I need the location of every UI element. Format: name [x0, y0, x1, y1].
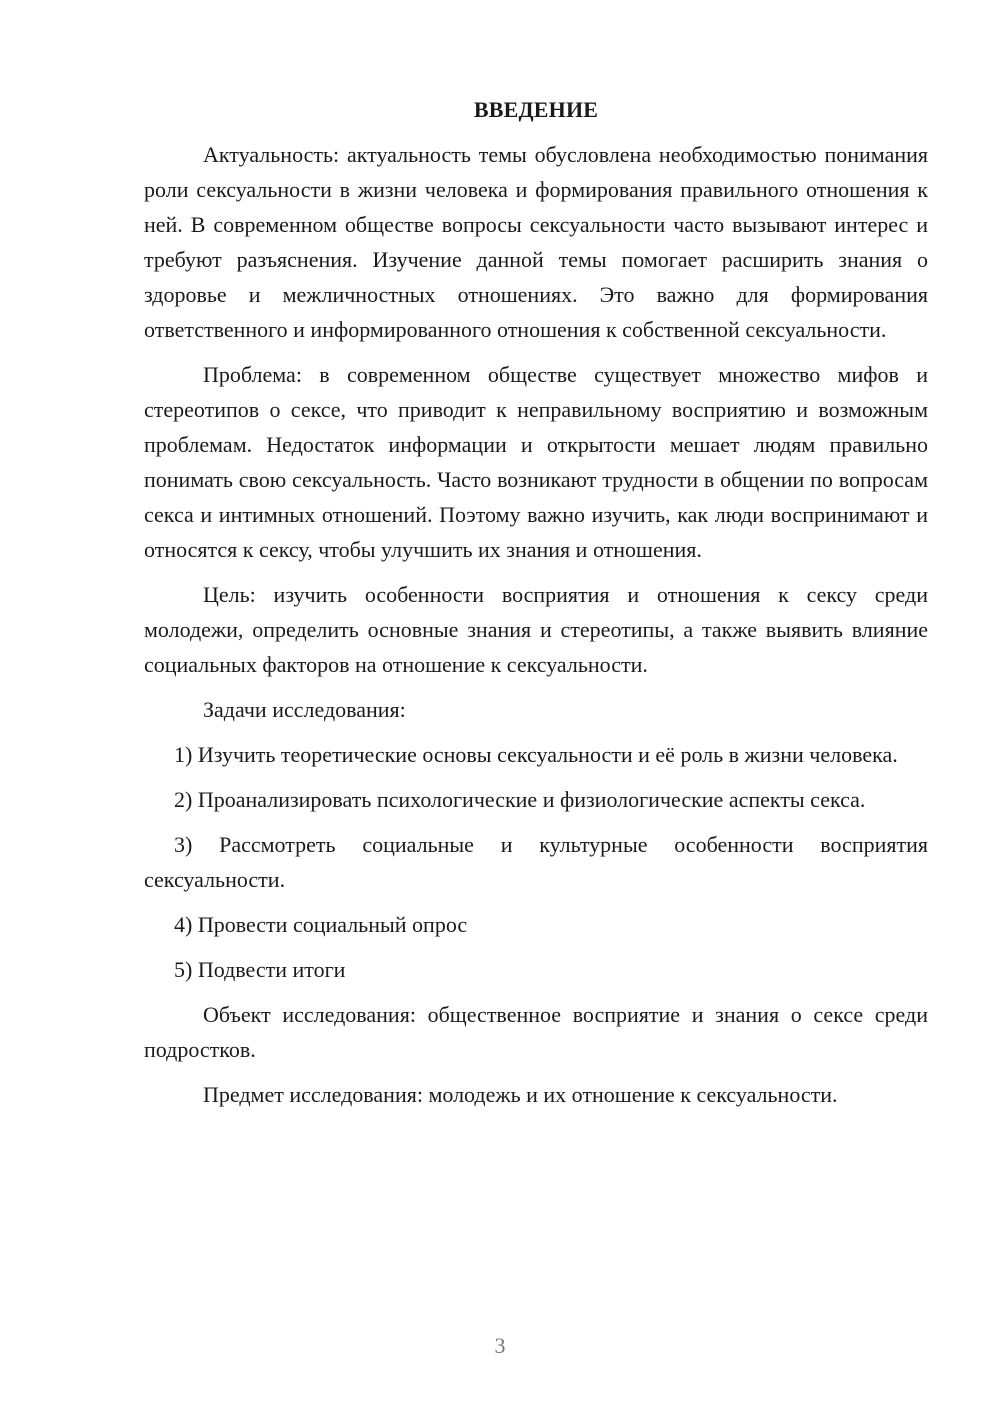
page-title: ВВЕДЕНИЕ [473, 97, 599, 122]
task-item-2: 2) Проанализировать психологические и физиологические аспекты секса. [174, 787, 866, 812]
page-content [144, 92, 928, 1112]
task-item-1: 1) Изучить теоретические основы сексуальности и её роль в жизни человека. [174, 742, 898, 767]
tasks-heading: Задачи исследования: [203, 697, 406, 722]
task-item-5: 5) Подвести итоги [174, 957, 346, 982]
task-item-3: 3) Рассмотреть социальные и культурные особенности восприятия сексуальности. [144, 832, 928, 892]
relevance-paragraph: Актуальность: актуальность темы обусловлена необходимостью понимания роли сексуальности в жизни человека и формирования правильного отношения к ней. В современном обществе вопросы сексуальности часто вызывают интерес и требуют разъяснения. Изучение данной темы помогает расширить знания о здоровье и межличностных отношениях. Это важно для формирования ответственного и информированного отношения к собственной сексуальности. [144, 142, 928, 342]
object-paragraph: Объект исследования: общественное восприятие и знания о сексе среди подростков. [144, 1002, 928, 1062]
subject-paragraph: Предмет исследования: молодежь и их отношение к сексуальности. [203, 1082, 838, 1107]
problem-paragraph: Проблема: в современном обществе существует множество мифов и стереотипов о сексе, что приводит к неправильному восприятию и возможным проблемам. Недостаток информации и открытости мешает людям правильно понимать свою сексуальность. Часто возникают трудности в общении по вопросам секса и интимных отношений. Поэтому важно изучить, как люди воспринимают и относятся к сексу, чтобы улучшить их знания и отношения. [144, 362, 928, 562]
task-item-4: 4) Провести социальный опрос [174, 912, 468, 937]
page-number: 3 [494, 1333, 506, 1358]
goal-paragraph: Цель: изучить особенности восприятия и отношения к сексу среди молодежи, определить основные знания и стереотипы, а также выявить влияние социальных факторов на отношение к сексуальности. [144, 582, 928, 677]
